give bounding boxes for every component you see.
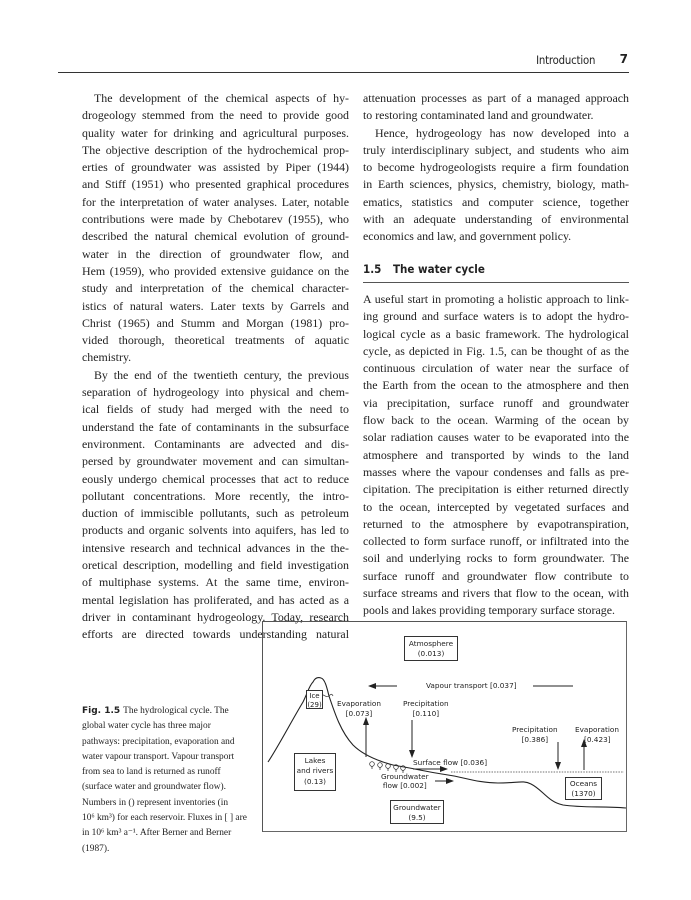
- text-line: solar radiation causes water to be evaporated into the: [363, 430, 629, 445]
- text-line: eously undergo chemical processes that act to reduce: [82, 471, 349, 486]
- figure-label: Fig. 1.5: [82, 706, 121, 716]
- text-line: istics of natural waters. Later texts by Garrels and: [82, 298, 349, 313]
- text-line: ical fields of study had merged with the need to: [82, 402, 349, 417]
- caption-line: global water cycle has three major: [82, 721, 211, 732]
- land-evaporation-label: Evaporation [0.073]: [337, 699, 381, 718]
- running-header: [58, 50, 629, 73]
- text-line: truly interdisciplinary subject, and students who aim: [363, 142, 629, 157]
- text-line: duction of immiscible pollutants, such as petroleum: [82, 506, 349, 521]
- text-line: mental legislation has proliferated, and has acted as a: [82, 592, 349, 607]
- text-line: oretical description, modelling and field investigation: [82, 558, 349, 573]
- text-line: logical cycle as a basic framework. The hydrological: [363, 326, 629, 341]
- section-heading: [363, 262, 629, 283]
- text-line: cycle, as depicted in Fig. 1.5, can be thought of as the: [363, 343, 629, 358]
- caption-line: 10⁶ km³) for each reservoir. Fluxes in [ ] are: [82, 813, 247, 824]
- text-line: to become hydrogeologists require a firm foundation: [363, 160, 629, 175]
- text-line: collected to form surface runoff, or infiltrated into the: [363, 534, 629, 549]
- text-line: pollutant concentrations. More recently, the intro-: [82, 488, 349, 503]
- text-line: via precipitation, surface runoff and groundwater: [363, 395, 629, 410]
- caption-line: Fig. 1.5 The hydrological cycle. The: [82, 706, 229, 716]
- text-line: quality water for drinking and agricultural purposes.: [82, 125, 349, 140]
- caption-line: (surface water and groundwater flow).: [82, 782, 226, 793]
- text-line: cipitation. The precipitation is either returned directly: [363, 482, 629, 497]
- caption-line: in 10⁶ km³ a⁻¹. After Berner and Berner: [82, 828, 232, 839]
- surface-flow-label: Surface flow [0.036]: [413, 758, 488, 767]
- ice-box: Ice (29): [307, 692, 322, 709]
- text-line: ematics, statistics and computer science, together: [363, 194, 629, 209]
- text-line: A useful start in promoting a holistic approach to link-: [363, 292, 629, 306]
- caption-line: pathways: precipitation, evaporation and: [82, 736, 235, 747]
- text-line: drogeology stemmed from the need to provide good: [82, 108, 349, 123]
- text-line: By the end of the twentieth century, the previous: [94, 367, 349, 382]
- land-precipitation-label: Precipitation [0.110]: [403, 699, 449, 718]
- text-line: pools and lakes providing temporary surface storage.: [363, 603, 615, 618]
- text-line: economics and law, and government policy.: [363, 229, 572, 244]
- left-column-text: [82, 90, 349, 644]
- text-line: study and interpretation of the chemical character-: [82, 281, 349, 296]
- caption-line: Numbers in () represent inventories (in: [82, 797, 229, 808]
- page-number: 7: [619, 52, 628, 66]
- text-line: the Earth from the ocean to the atmosphere and then: [363, 378, 629, 393]
- text-line: with an adequate understanding of environmental: [363, 212, 629, 227]
- text-line: ing ground and surface waters is to adopt the hydro-: [363, 309, 629, 324]
- text-line: atmosphere and transported by winds to the land: [363, 447, 629, 462]
- section-number: 1.5: [363, 262, 382, 276]
- ocean-precipitation-label: Precipitation [0.386]: [512, 725, 558, 744]
- text-line: environment. Contaminants are advected and dis-: [82, 436, 349, 451]
- text-line: The objective description of the hydrochemical prop-: [82, 142, 349, 157]
- text-line: driver in contaminant hydrogeology. Today, research: [82, 609, 349, 624]
- lakes-and-rivers-box: Lakes and rivers (0.13): [294, 753, 336, 791]
- text-line: of multiphase systems. At the same time, environ-: [82, 575, 349, 590]
- text-line: attenuation processes as part of a managed approach: [363, 91, 629, 105]
- text-line: understand the fate of contaminants in the subsurface: [82, 419, 349, 434]
- groundwater-flow-label: Groundwater flow [0.002]: [381, 772, 429, 790]
- figure-caption: [82, 704, 260, 857]
- text-line: soil and underlying rocks to form groundwater. The: [363, 551, 629, 566]
- caption-line: from sea to land is returned as runoff: [82, 767, 221, 778]
- text-line: for the interpretation of water analyses. Later, notable: [82, 194, 349, 209]
- text-line: separation of hydrogeology into physical and chem-: [82, 385, 349, 400]
- ocean-evaporation-label: Evaporation [0.423]: [575, 725, 619, 744]
- water-cycle-diagram: [262, 621, 627, 832]
- atmosphere-box: Atmosphere (0.013): [404, 636, 458, 661]
- text-line: vided thorough, theoretical treatments of aquatic: [82, 333, 349, 348]
- text-line: returned to the atmosphere by evapotranspiration,: [363, 516, 629, 531]
- text-line: intensive research and technical advances in the the-: [82, 540, 349, 555]
- text-line: surface streams and rivers that flow to the ocean, with: [363, 586, 629, 601]
- groundwater-box: Groundwater (9.5): [390, 800, 444, 824]
- text-line: and Stiff (1951) who presented graphical procedures: [82, 177, 349, 192]
- right-column-text-top: [363, 90, 629, 246]
- text-line: chemistry.: [82, 350, 132, 365]
- right-column-section-text: [363, 291, 629, 620]
- text-line: efforts are directed towards understanding natural: [82, 627, 349, 642]
- text-line: flow back to the ocean. Warming of the ocean by: [363, 413, 629, 428]
- text-line: in Earth sciences, physics, chemistry, biology, math-: [363, 177, 629, 192]
- vapour-transport-label: Vapour transport [0.037]: [426, 681, 517, 690]
- text-line: continuous circulation of water near the surface of: [363, 361, 629, 376]
- text-line: erties of groundwater was assisted by Piper (1944): [82, 160, 349, 175]
- text-line: Hence, hydrogeology has now developed into a: [375, 125, 629, 140]
- section-title: The water cycle: [393, 262, 486, 276]
- text-line: Hem (1959), who provided extensive guidance on the: [82, 263, 349, 278]
- text-line: surface runoff and groundwater flow contribute to: [363, 568, 629, 583]
- text-line: to the ocean, intercepted by vegetated surfaces and: [363, 499, 629, 514]
- text-line: products and organic solvents into aquifers, has led to: [82, 523, 349, 538]
- text-line: The development of the chemical aspects of hy-: [94, 91, 349, 105]
- oceans-box: Oceans (1370): [565, 777, 602, 800]
- text-line: water in the direction of groundwater flow, and: [82, 246, 349, 261]
- text-line: persed by groundwater movement and can simultan-: [82, 454, 349, 469]
- text-line: contributions were made by Chebotarev (1955), who: [82, 212, 349, 227]
- text-line: masses where the vapour condenses and falls as pre-: [363, 464, 629, 479]
- text-line: to restoring contaminated land and groundwater.: [363, 108, 594, 123]
- text-line: described the natural chemical evolution of ground-: [82, 229, 349, 244]
- caption-line: (1987).: [82, 843, 110, 854]
- chapter-title: Introduction: [535, 53, 595, 67]
- text-line: Christ (1965) and Stumm and Morgan (1981) pro-: [82, 315, 349, 330]
- caption-line: water vapour transport. Vapour transport: [82, 751, 235, 762]
